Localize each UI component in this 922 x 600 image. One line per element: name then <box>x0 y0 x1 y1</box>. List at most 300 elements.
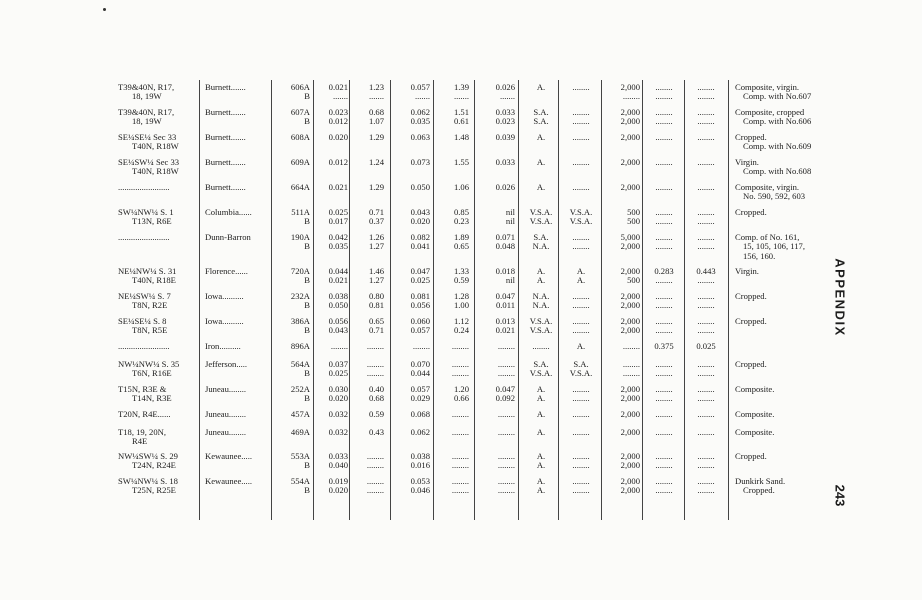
cell-value: 0.092 <box>495 393 515 404</box>
cell-value: 2,000 <box>620 485 640 496</box>
location-line: 18, 19W <box>132 116 162 127</box>
c4-cell <box>437 410 469 429</box>
cell-value <box>394 437 430 446</box>
cell-value <box>645 192 683 201</box>
c6-cell <box>522 477 560 496</box>
c2-cell <box>352 317 384 336</box>
cell-value: 190A <box>290 232 310 242</box>
cell-value: 0.029 <box>410 393 430 404</box>
c2-cell <box>352 292 384 311</box>
location-line: NE¼NW¼ S. 31 <box>118 266 177 276</box>
c7-cell <box>562 385 600 404</box>
location-line: T25N, R25E <box>132 485 176 496</box>
cell-value: ........ <box>366 460 384 471</box>
cell-value: 469A <box>290 427 310 437</box>
cell-value: 2,000 <box>620 409 640 419</box>
county-cell: Burnett....... <box>205 157 246 167</box>
remarks-line: Cropped. <box>735 291 767 301</box>
county-cell: Juneau........ <box>205 384 247 394</box>
remarks-cell <box>735 385 774 404</box>
c8-cell <box>604 317 640 336</box>
sample-cell <box>280 233 310 252</box>
c3-cell <box>394 267 430 286</box>
location-line: SE¼SE¼ S. 8 <box>118 316 167 326</box>
column-rule <box>271 80 272 520</box>
cell-value: ........ <box>697 207 715 217</box>
column-rule <box>199 80 200 520</box>
sample-cell <box>280 410 310 429</box>
c1-cell <box>316 410 348 429</box>
cell-value: 664A <box>290 182 310 192</box>
cell-value: 2,000 <box>620 300 640 311</box>
cell-value: 0.068 <box>410 409 430 419</box>
page-number: 243 <box>832 484 848 507</box>
c4-cell <box>437 183 469 202</box>
cell-value: ........ <box>497 476 515 486</box>
cell-value: 0.021 <box>328 275 348 286</box>
c8-cell <box>604 108 640 127</box>
remarks-line: Composite. <box>735 409 775 419</box>
c3-cell <box>394 183 430 202</box>
cell-value: ....... <box>453 91 469 102</box>
cell-value: V.S.A. <box>569 207 593 217</box>
cell-value: 1.29 <box>368 132 384 142</box>
c5-cell <box>477 292 515 311</box>
cell-value: 0.71 <box>368 325 384 336</box>
c7-cell <box>562 477 600 496</box>
cell-value <box>604 437 640 446</box>
cell-value: 0.033 <box>495 157 515 167</box>
c1-cell <box>316 292 348 311</box>
sample-cell <box>280 183 310 202</box>
cell-value: N.A. <box>532 291 550 301</box>
cell-value: ........ <box>697 393 715 404</box>
cell-value: 0.043 <box>410 207 430 217</box>
c7-cell <box>562 108 600 127</box>
cell-value: ........ <box>655 460 673 471</box>
cell-value: 0.019 <box>328 476 348 486</box>
location-cell <box>118 83 174 102</box>
cell-value: 564A <box>290 359 310 369</box>
cell-value: 2,000 <box>620 460 640 471</box>
cell-value: ........ <box>655 107 673 117</box>
c2-cell <box>352 452 384 471</box>
cell-value <box>522 167 560 176</box>
c6-cell <box>522 317 560 336</box>
c9-cell <box>645 133 683 152</box>
c10-cell <box>687 410 725 429</box>
cell-value: 0.070 <box>410 359 430 369</box>
location-line: T20N, R4E...... <box>118 409 171 419</box>
column-rule <box>313 80 314 520</box>
cell-value: A. <box>576 266 586 276</box>
remarks-line <box>735 437 774 446</box>
cell-value: 0.035 <box>410 116 430 127</box>
c5-cell <box>477 208 515 227</box>
cell-value: 553A <box>290 451 310 461</box>
cell-value: 609A <box>290 157 310 167</box>
cell-value: ........ <box>655 241 673 252</box>
remarks-line: Dunkirk Sand. <box>735 476 786 486</box>
remarks-line: Composite, virgin. <box>735 82 800 92</box>
c1-cell <box>316 183 348 202</box>
remarks-line: Composite, virgin. <box>735 182 800 192</box>
cell-value: ........ <box>655 451 673 461</box>
cell-value: 2,000 <box>620 316 640 326</box>
cell-value: 0.039 <box>495 132 515 142</box>
cell-value: A. <box>536 157 546 167</box>
cell-value: 0.050 <box>410 182 430 192</box>
c7-cell <box>562 208 600 227</box>
cell-value <box>280 167 310 176</box>
cell-value: B <box>304 393 310 404</box>
cell-value: 500 <box>627 275 640 286</box>
cell-value: ........ <box>572 82 590 92</box>
location-line: SE¼SE¼ Sec 33 <box>118 132 177 142</box>
county-cell: Florence...... <box>205 266 248 276</box>
cell-value <box>645 167 683 176</box>
cell-value: 0.047 <box>495 291 515 301</box>
c1-cell <box>316 317 348 336</box>
cell-value: 0.063 <box>410 132 430 142</box>
c4-cell <box>437 267 469 286</box>
c2-cell <box>352 410 384 429</box>
cell-value <box>645 142 683 151</box>
location-cell <box>118 317 167 336</box>
cell-value <box>562 192 600 201</box>
cell-value: 0.032 <box>328 409 348 419</box>
c9-cell <box>645 477 683 496</box>
cell-value <box>477 192 515 201</box>
cell-value <box>477 437 515 446</box>
column-rule <box>601 80 602 520</box>
c2-cell <box>352 267 384 286</box>
c2-cell <box>352 385 384 404</box>
cell-value: ........ <box>697 325 715 336</box>
county-cell: Iron.......... <box>205 341 241 351</box>
c6-cell <box>522 233 560 252</box>
cell-value: S.A. <box>573 359 589 369</box>
cell-value <box>562 92 600 101</box>
sample-cell <box>280 133 310 152</box>
cell-value: ........ <box>655 291 673 301</box>
c8-cell <box>604 208 640 227</box>
c6-cell <box>522 183 560 202</box>
cell-value: B <box>304 275 310 286</box>
c1-cell <box>316 360 348 379</box>
c9-cell <box>645 208 683 227</box>
c6-cell <box>522 360 560 379</box>
cell-value: V.S.A. <box>529 207 553 217</box>
county-cell: Burnett....... <box>205 82 246 92</box>
cell-value: 232A <box>290 291 310 301</box>
remarks-line: 15, 105, 106, 117, <box>743 241 805 252</box>
cell-value: 0.035 <box>328 241 348 252</box>
cell-value: ........ <box>572 427 590 437</box>
cell-value <box>645 437 683 446</box>
cell-value: S.A. <box>533 359 549 369</box>
c6-cell <box>522 158 560 177</box>
cell-value <box>522 192 560 201</box>
cell-value: V.S.A. <box>529 368 553 379</box>
remarks-cell <box>735 183 805 202</box>
cell-value: ........ <box>655 393 673 404</box>
cell-value: B <box>304 485 310 496</box>
cell-value: 0.020 <box>410 216 430 227</box>
cell-value: 0.023 <box>495 116 515 127</box>
cell-value: nil <box>505 216 515 227</box>
c7-cell <box>562 233 600 252</box>
cell-value: 0.021 <box>495 325 515 336</box>
cell-value: 2,000 <box>620 82 640 92</box>
cell-value: 0.033 <box>328 451 348 461</box>
county-cell: Burnett....... <box>205 132 246 142</box>
c1-cell <box>316 385 348 404</box>
cell-value: ........ <box>497 359 515 369</box>
cell-value: 0.24 <box>453 325 469 336</box>
cell-value: ........ <box>572 451 590 461</box>
c7-cell <box>562 83 600 102</box>
cell-value: A. <box>536 427 546 437</box>
location-cell <box>118 360 179 379</box>
cell-value: ........ <box>572 291 590 301</box>
cell-value: ........ <box>655 82 673 92</box>
cell-value: 1.27 <box>368 241 384 252</box>
cell-value: A. <box>536 182 546 192</box>
cell-value: ........ <box>572 116 590 127</box>
location-cell <box>118 208 174 227</box>
location-line: T40N, R18W <box>132 141 179 152</box>
cell-value: ........ <box>622 341 640 351</box>
cell-value: 0.062 <box>410 107 430 117</box>
sample-cell <box>280 108 310 127</box>
cell-value: ........ <box>366 476 384 486</box>
cell-value: 0.020 <box>328 393 348 404</box>
county-cell: Columbia...... <box>205 207 252 217</box>
sample-cell <box>280 477 310 496</box>
cell-value: 1.55 <box>453 157 469 167</box>
remarks-line: Cropped. <box>735 359 767 369</box>
c6-cell <box>522 208 560 227</box>
cell-value: 0.025 <box>410 275 430 286</box>
cell-value: 0.80 <box>368 291 384 301</box>
cell-value: 0.050 <box>328 300 348 311</box>
remarks-line: Composite, cropped <box>735 107 805 117</box>
cell-value: ........ <box>697 82 715 92</box>
cell-value: 1.29 <box>368 182 384 192</box>
c9-cell <box>645 317 683 336</box>
c8-cell <box>604 83 640 102</box>
c2-cell <box>352 342 384 361</box>
cell-value: ........ <box>572 476 590 486</box>
location-line: T8N, R2E <box>132 300 168 311</box>
remarks-line: Comp. with No.606 <box>743 116 812 127</box>
cell-value: ........ <box>572 300 590 311</box>
cell-value: 500 <box>627 207 640 217</box>
cell-value: 0.073 <box>410 157 430 167</box>
c8-cell <box>604 183 640 202</box>
c5-cell <box>477 342 515 361</box>
cell-value <box>477 167 515 176</box>
cell-value: 554A <box>290 476 310 486</box>
column-rule <box>642 80 643 520</box>
c9-cell <box>645 83 683 102</box>
c5-cell <box>477 317 515 336</box>
c5-cell <box>477 477 515 496</box>
remarks-cell <box>735 410 774 429</box>
c2-cell <box>352 428 384 447</box>
sample-cell <box>280 208 310 227</box>
c4-cell <box>437 292 469 311</box>
remarks-line: Cropped. <box>735 132 767 142</box>
cell-value <box>316 142 348 151</box>
location-line: SE¼SW¼ Sec 33 <box>118 157 180 167</box>
cell-value: ........ <box>697 409 715 419</box>
cell-value: ........ <box>330 341 348 351</box>
cell-value: 0.025 <box>328 207 348 217</box>
cell-value: ........ <box>655 325 673 336</box>
c10-cell <box>687 158 725 177</box>
cell-value: 2,000 <box>620 427 640 437</box>
c8-cell <box>604 267 640 286</box>
remarks-line: Virgin. <box>735 266 759 276</box>
cell-value: ........ <box>366 368 384 379</box>
cell-value: S.A. <box>533 107 549 117</box>
cell-value: N.A. <box>532 300 550 311</box>
cell-value: ........ <box>497 451 515 461</box>
county-cell: Iowa.......... <box>205 316 244 326</box>
cell-value: 0.018 <box>495 266 515 276</box>
cell-value: ........ <box>366 451 384 461</box>
location-line: R4E <box>132 436 148 447</box>
cell-value: ........ <box>655 216 673 227</box>
cell-value: V.S.A. <box>529 325 553 336</box>
cell-value <box>687 167 725 176</box>
c3-cell <box>394 233 430 252</box>
cell-value: 0.43 <box>368 427 384 437</box>
c4-cell <box>437 133 469 152</box>
cell-value: B <box>304 116 310 127</box>
cell-value: 0.044 <box>410 368 430 379</box>
c3-cell <box>394 317 430 336</box>
cell-value: 0.81 <box>368 300 384 311</box>
c8-cell <box>604 133 640 152</box>
c2-cell <box>352 183 384 202</box>
location-cell <box>118 410 171 419</box>
c9-cell <box>645 428 683 447</box>
cell-value: ....... <box>368 91 384 102</box>
remarks-line: Cropped. <box>743 485 775 496</box>
cell-value: 0.032 <box>328 427 348 437</box>
cell-value: B <box>304 300 310 311</box>
cell-value: 1.46 <box>368 266 384 276</box>
c6-cell <box>522 452 560 471</box>
cell-value: ........ <box>655 316 673 326</box>
remarks-line: Comp. with No.607 <box>743 91 812 102</box>
column-rule <box>349 80 350 520</box>
c6-cell <box>522 385 560 404</box>
c1-cell <box>316 267 348 286</box>
c4-cell <box>437 477 469 496</box>
cell-value: ........ <box>572 241 590 252</box>
remarks-cell <box>735 292 767 311</box>
c10-cell <box>687 292 725 311</box>
c7-cell <box>562 360 600 379</box>
cell-value: B <box>304 216 310 227</box>
c3-cell <box>394 452 430 471</box>
c6-cell <box>522 342 560 361</box>
cell-value: 511A <box>291 207 310 217</box>
cell-value: ........ <box>451 485 469 496</box>
cell-value: ........ <box>697 368 715 379</box>
cell-value: 1.51 <box>453 107 469 117</box>
c6-cell <box>522 83 560 102</box>
cell-value <box>316 167 348 176</box>
location-line: T40N, R18E <box>132 275 176 286</box>
cell-value: ........ <box>655 485 673 496</box>
c9-cell <box>645 342 683 361</box>
cell-value: ........ <box>655 409 673 419</box>
c10-cell <box>687 267 725 286</box>
cell-value: ........ <box>572 460 590 471</box>
cell-value: 5,000 <box>620 232 640 242</box>
c9-cell <box>645 183 683 202</box>
cell-value: ........ <box>366 485 384 496</box>
cell-value: 0.038 <box>328 291 348 301</box>
c3-cell <box>394 410 430 429</box>
c9-cell <box>645 158 683 177</box>
remarks-line: Virgin. <box>735 157 759 167</box>
cell-value: A. <box>536 266 546 276</box>
location-cell <box>118 428 166 447</box>
cell-value: 2,000 <box>620 241 640 252</box>
cell-value: ........ <box>697 359 715 369</box>
location-cell <box>118 108 174 127</box>
location-line: T14N, R3E <box>132 393 172 404</box>
county-cell: Kewaunee..... <box>205 451 253 461</box>
location-line: T15N, R3E & <box>118 384 167 394</box>
cell-value: 0.046 <box>410 485 430 496</box>
cell-value: ........ <box>412 341 430 351</box>
cell-value: 0.037 <box>328 359 348 369</box>
c4-cell <box>437 317 469 336</box>
c4-cell <box>437 158 469 177</box>
c8-cell <box>604 360 640 379</box>
cell-value: ........ <box>497 341 515 351</box>
remarks-cell <box>735 83 811 102</box>
c8-cell <box>604 385 640 404</box>
c7-cell <box>562 183 600 202</box>
cell-value: ........ <box>697 300 715 311</box>
c9-cell <box>645 233 683 252</box>
c10-cell <box>687 360 725 379</box>
location-line: ........................ <box>118 341 170 351</box>
location-cell <box>118 267 176 286</box>
remarks-line: Cropped. <box>735 207 767 217</box>
cell-value: 1.20 <box>453 384 469 394</box>
cell-value: S.A. <box>533 116 549 127</box>
cell-value <box>394 192 430 201</box>
cell-value: 0.038 <box>410 451 430 461</box>
column-rule <box>518 80 519 520</box>
sample-cell <box>280 83 310 102</box>
location-line: T13N, R6E <box>132 216 172 227</box>
c3-cell <box>394 83 430 102</box>
cell-value: 0.033 <box>495 107 515 117</box>
c7-cell <box>562 267 600 286</box>
c8-cell <box>604 428 640 447</box>
cell-value: ........ <box>497 485 515 496</box>
